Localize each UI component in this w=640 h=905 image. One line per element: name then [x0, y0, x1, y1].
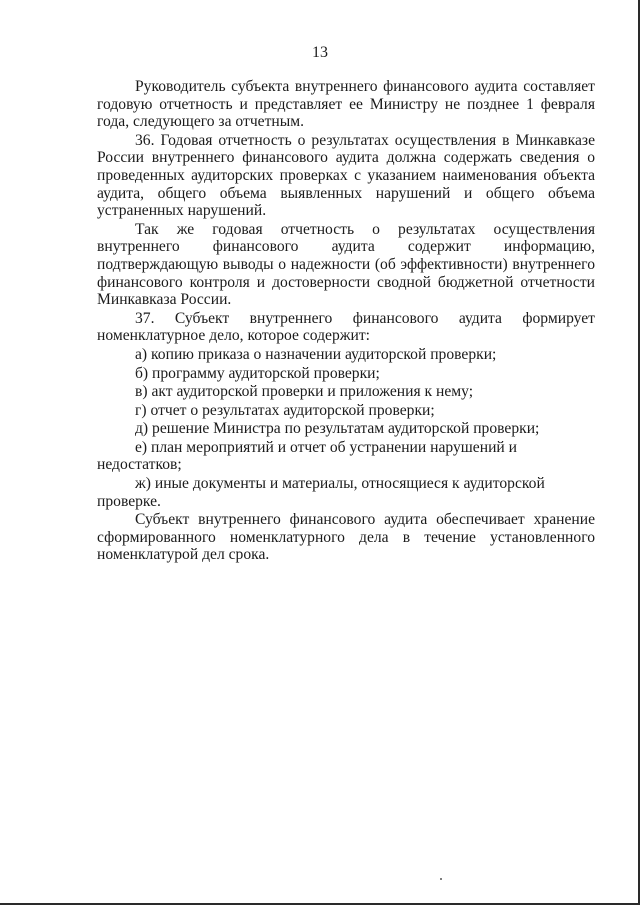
paragraph-37-case-file: 37. Субъект внутреннего финансового аудита формирует номенклатурное дело, которое содержит: [97, 309, 595, 345]
list-item-v: в) акт аудиторской проверки и приложения к нему; [135, 383, 474, 401]
page-number: 13 [312, 44, 328, 61]
paragraph-storage: Субъект внутреннего финансового аудита обеспечивает хранение сформированного номенклатурного дела в течение установленного номенклатурой дел срока. [97, 511, 595, 564]
document-body [97, 78, 595, 564]
paragraph-36-annual-report: 36. Годовая отчетность о результатах осуществления в Минкавказе России внутреннего финансового аудита должна содержать сведения о проведенных аудиторских проверках с указанием наименования объекта аудита, общего объема выявленных нарушений и общего объема устраненных нарушений. [97, 131, 595, 220]
scan-speck [440, 878, 442, 880]
list-item-a: а) копию приказа о назначении аудиторской проверки; [135, 345, 497, 363]
list-item-g: г) отчет о результатах аудиторской проверки; [135, 401, 435, 419]
paragraph-report-deadline: Руководитель субъекта внутреннего финансового аудита составляет годовую отчетность и представляет ее Министру не позднее 1 февраля года, следующего за отчетным. [97, 78, 595, 131]
list-item-zh: ж) иные документы и материалы, относящиеся к аудиторской проверке. [97, 475, 545, 510]
paragraph-report-contents: Так же годовая отчетность о результатах осуществления внутреннего финансового аудита содержит информацию, подтверждающую выводы о надежности (об эффективности) внутреннего финансового контроля и достоверности сводной бюджетной отчетности Минкавказа России. [97, 220, 595, 309]
list-item-e: е) план мероприятий и отчет об устранении нарушений и недостатков; [97, 438, 518, 474]
list-item-d: д) решение Министра по результатам аудиторской проверки; [135, 420, 540, 438]
list-item-b: б) программу аудиторской проверки; [135, 364, 380, 382]
